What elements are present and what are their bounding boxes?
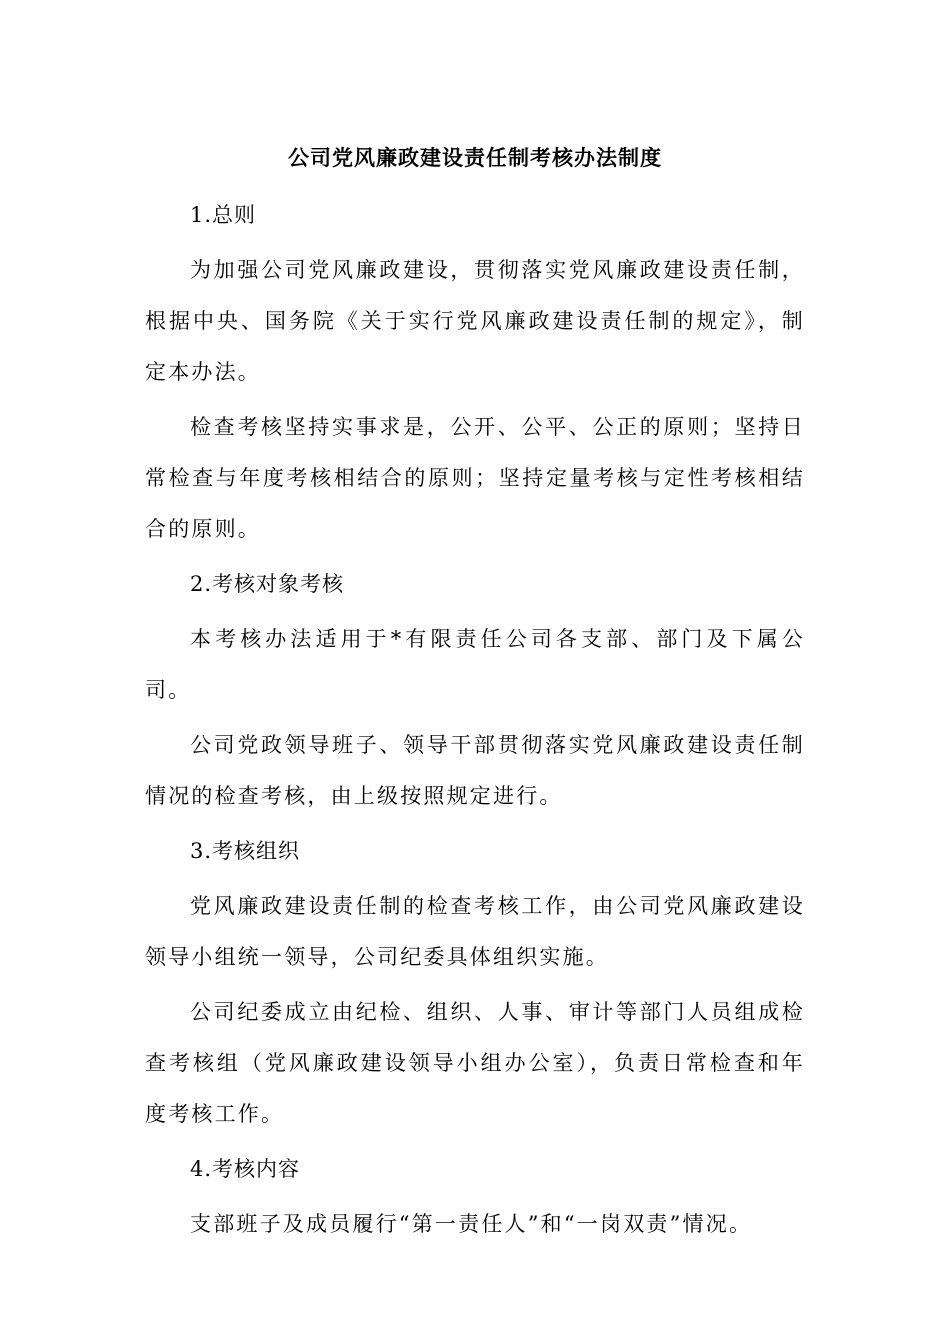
paragraph: 为加强公司党风廉政建设，贯彻落实党风廉政建设责任制，根据中央、国务院《关于实行党风廉政建设责任制的规定》，制定本办法。 — [145, 258, 805, 384]
paragraph: 本考核办法适用于*有限责任公司各支部、部门及下属公司。 — [145, 627, 805, 702]
document-title: 公司党风廉政建设责任制考核办法制度 — [288, 145, 662, 170]
section-heading-scope: 2.考核对象考核 — [190, 572, 345, 596]
paragraph: 支部班子及成员履行“第一责任人”和“一岗双责”情况。 — [190, 1212, 753, 1236]
paragraph: 公司党政领导班子、领导干部贯彻落实党风廉政建设责任制情况的检查考核，由上级按照规定进行。 — [145, 733, 805, 808]
paragraph: 党风廉政建设责任制的检查考核工作，由公司党风廉政建设领导小组统一领导，公司纪委具体组织实施。 — [145, 894, 805, 969]
paragraph: 公司纪委成立由纪检、组织、人事、审计等部门人员组成检查考核组（党风廉政建设领导小组办公室），负责日常检查和年度考核工作。 — [145, 1000, 805, 1126]
section-heading-organization: 3.考核组织 — [190, 839, 301, 863]
paragraph: 检查考核坚持实事求是，公开、公平、公正的原则；坚持日常检查与年度考核相结合的原则；坚持定量考核与定性考核相结合的原则。 — [145, 415, 805, 541]
section-heading-general: 1.总则 — [190, 203, 257, 227]
section-heading-content: 4.考核内容 — [190, 1157, 301, 1181]
